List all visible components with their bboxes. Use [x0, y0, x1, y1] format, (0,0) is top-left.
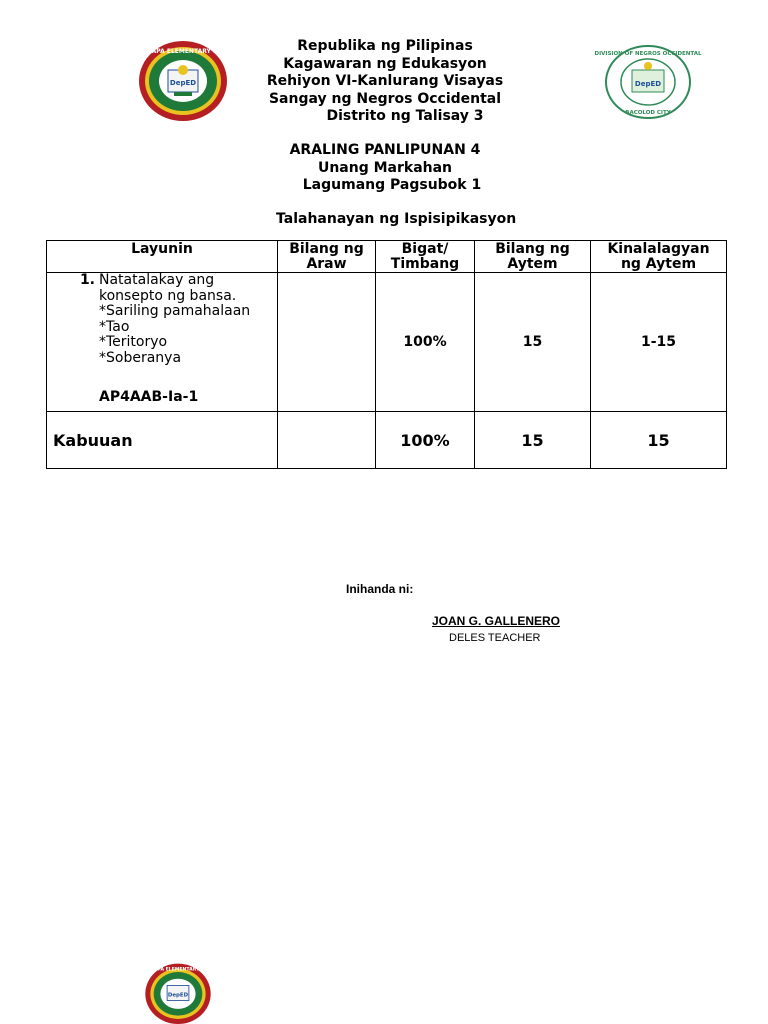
header-placement-line1: Kinalalagyan	[607, 241, 710, 257]
header-items-line2: Aytem	[507, 256, 558, 272]
division-seal-logo	[594, 44, 702, 120]
teacher-name: JOAN G. GALLENERO	[432, 614, 561, 628]
competency-code: AP4AAB-Ia-1	[99, 389, 199, 405]
objective-line: konsepto ng bansa.	[99, 287, 237, 304]
bottom-seal-ring-text: JULIO MAPA ELEMENTARY SCHOOL	[133, 967, 223, 973]
objective-line: Natatalakay ang	[99, 272, 215, 288]
objective-line: *Tao	[99, 318, 130, 335]
days-cell	[278, 273, 376, 412]
items-cell: 15	[475, 273, 591, 412]
total-placement: 15	[591, 412, 727, 469]
header-days	[278, 241, 376, 273]
subject-quarter: Unang Markahan	[317, 159, 453, 176]
table-title: Talahanayan ng Ispisipikasyon	[276, 211, 517, 227]
objective-line: *Teritoryo	[99, 334, 168, 350]
table-row	[47, 273, 727, 412]
table-header-row	[47, 241, 727, 273]
header-line-district: Distrito ng Talisay 3	[326, 108, 484, 124]
school-seal-logo-bottom	[133, 962, 223, 1024]
objective-line: *Soberanya	[99, 349, 182, 366]
teacher-role: DELES TEACHER	[449, 632, 541, 644]
header-items	[475, 241, 591, 273]
total-row	[47, 412, 727, 469]
header-placement-line2: ng Aytem	[620, 256, 697, 272]
header-weight-line2: Timbang	[390, 256, 460, 272]
school-seal-logo	[125, 40, 241, 122]
division-seal-city-text: BACOLOD CITY	[625, 110, 671, 116]
division-seal-deped-text: DepED	[634, 80, 662, 88]
bottom-seal-deped-text: DepED	[167, 992, 189, 999]
school-seal-deped-text: DepED	[169, 79, 197, 87]
objective-cell	[47, 273, 278, 412]
header-items-line1: Bilang ng	[495, 241, 570, 257]
division-seal-ring-text: DIVISION OF NEGROS OCCIDENTAL	[594, 51, 702, 57]
specification-table	[46, 240, 727, 469]
prepared-by-label: Inihanda ni:	[346, 582, 414, 596]
total-items: 15	[475, 412, 591, 469]
subject-title: ARALING PANLIPUNAN 4	[289, 142, 481, 158]
header-placement	[591, 241, 727, 273]
header-weight-line1: Bigat/	[401, 241, 449, 257]
header-line-region: Rehiyon VI-Kanlurang Visayas	[266, 73, 504, 89]
header-weight	[376, 241, 475, 273]
school-seal-ring-text: JULIO MAPA ELEMENTARY SCHOOL	[125, 48, 241, 55]
header-days-line2: Araw	[306, 256, 347, 272]
subject-test: Lagumang Pagsubok 1	[302, 177, 482, 193]
header-objective	[47, 241, 278, 273]
header-objective-label: Layunin	[131, 241, 193, 257]
header-line-department: Kagawaran ng Edukasyon	[283, 55, 487, 72]
header-line-republic: Republika ng Pilipinas	[297, 38, 473, 54]
subject-header	[230, 142, 540, 195]
objective-number: 1.	[79, 272, 95, 288]
weight-cell: 100%	[376, 273, 475, 412]
total-weight: 100%	[376, 412, 475, 469]
placement-cell: 1-15	[591, 273, 727, 412]
total-days	[278, 412, 376, 469]
government-header	[230, 38, 540, 126]
total-label: Kabuuan	[47, 412, 278, 469]
header-days-line1: Bilang ng	[289, 241, 364, 257]
header-line-division: Sangay ng Negros Occidental	[268, 90, 502, 107]
objective-line: *Sariling pamahalaan	[99, 303, 251, 319]
